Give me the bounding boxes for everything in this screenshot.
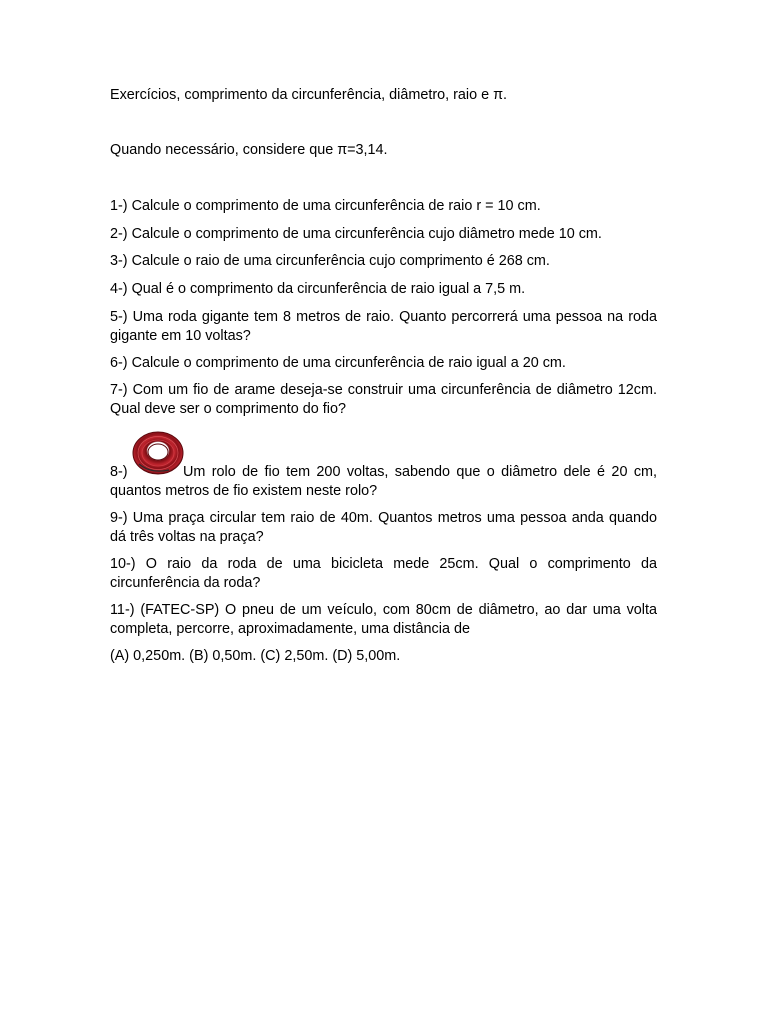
question-1: 1-) Calcule o comprimento de uma circunferência de raio r = 10 cm. [110, 198, 541, 214]
question-9: 9-) Uma praça circular tem raio de 40m. Quantos metros uma pessoa anda quando dá três voltas na praça? [110, 510, 657, 545]
question-11-options: (A) 0,250m. (B) 0,50m. (C) 2,50m. (D) 5,00m. [110, 648, 401, 664]
question-4: 4-) Qual é o comprimento da circunferência de raio igual a 7,5 m. [110, 281, 526, 297]
question-8-line-2: quantos metros de fio existem neste rolo? [110, 483, 378, 499]
question-7: 7-) Com um fio de arame deseja-se construir uma circunferência de diâmetro 12cm. Qual deve ser o comprimento do fio? [110, 382, 657, 417]
pi-note: Quando necessário, considere que π=3,14. [110, 142, 388, 158]
question-5: 5-) Uma roda gigante tem 8 metros de raio. Quanto percorrerá uma pessoa na roda gigante em 10 voltas? [110, 309, 657, 344]
question-10: 10-) O raio da roda de uma bicicleta mede 25cm. Qual o comprimento da circunferência da roda? [110, 556, 657, 591]
document-title: Exercícios, comprimento da circunferência, diâmetro, raio e π. [110, 87, 508, 103]
question-11: 11-) (FATEC-SP) O pneu de um veículo, com 80cm de diâmetro, ao dar uma volta completa, percorre, aproximadamente, uma distância de [110, 602, 657, 637]
question-6: 6-) Calcule o comprimento de uma circunferência de raio igual a 20 cm. [110, 355, 566, 371]
question-3: 3-) Calcule o raio de uma circunferência cujo comprimento é 268 cm. [110, 253, 550, 269]
question-2: 2-) Calcule o comprimento de uma circunferência cujo diâmetro mede 10 cm. [110, 226, 602, 242]
question-8-number: 8-) [110, 464, 128, 480]
wire-coil-icon [131, 430, 185, 476]
question-8-text: Um rolo de fio tem 200 voltas, sabendo que o diâmetro dele é 20 cm, [183, 464, 657, 480]
